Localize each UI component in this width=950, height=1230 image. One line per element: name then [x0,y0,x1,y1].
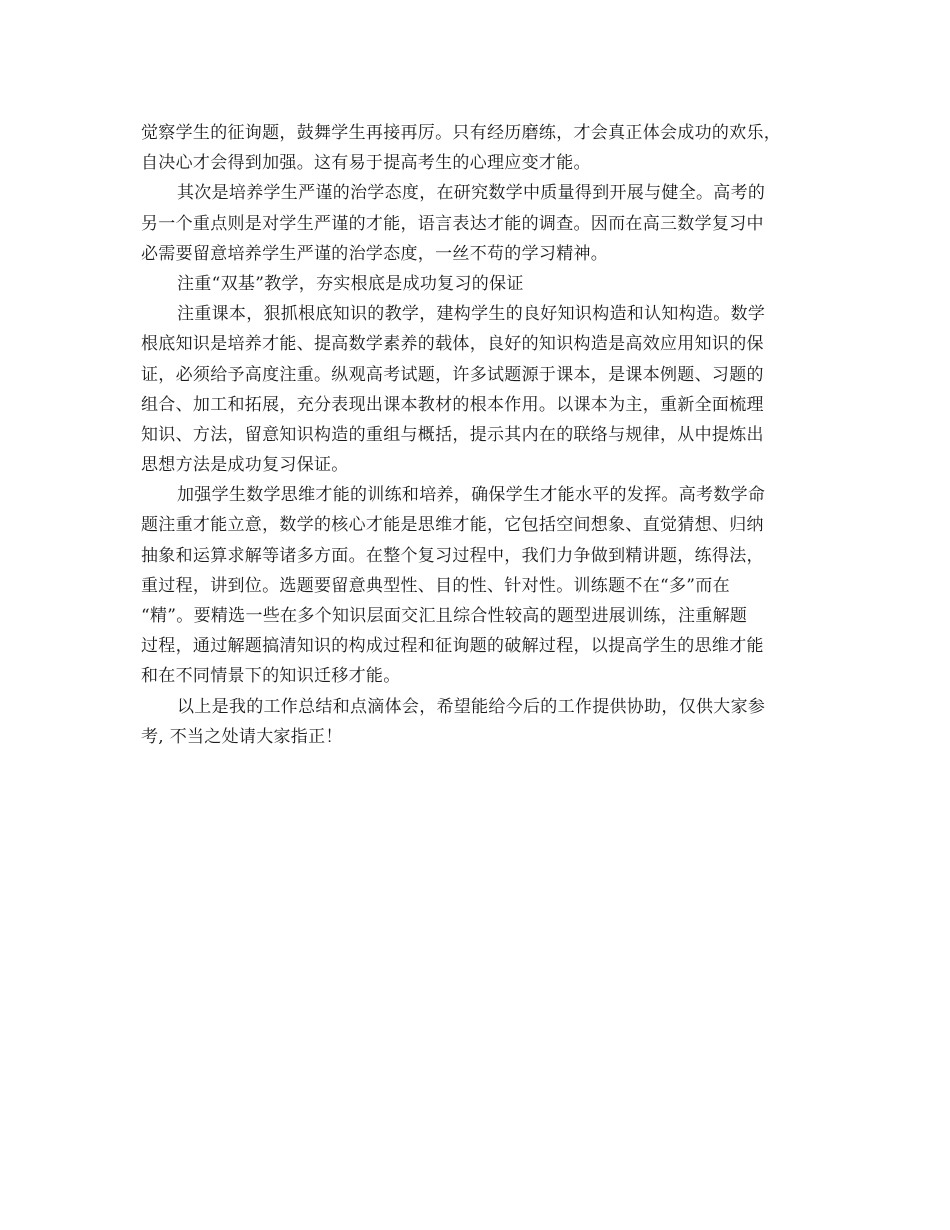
text-line: 组合、加工和拓展，充分表现出课本教材的根本作用。以课本为主，重新全面梳理 [141,394,764,415]
paragraph-2 [141,178,813,269]
text-line: 加强学生数学思维才能的训练和培养，确保学生才能水平的发挥。高考数学命 [177,485,766,506]
text-line: 知识、方法，留意知识构造的重组与概括，提示其内在的联络与规律，从中提炼出 [141,424,764,445]
document-body [141,118,813,752]
text-line: 自决心才会得到加强。这有易于提高考生的心理应变才能。 [141,153,591,174]
text-line: 另一个重点则是对学生严谨的才能，语言表达才能的调查。因而在高三数学复习中 [141,213,764,234]
text-line: 抽象和运算求解等诸多方面。在整个复习过程中，我们力争做到精讲题，练得法， [141,545,764,566]
text-line: “精”。要精选一些在多个知识层面交汇且综合性较高的题型进展训练，注重解题 [141,606,748,626]
text-line: 和在不同情景下的知识迁移才能。 [141,666,401,687]
text-line: 必需要留意培养学生严谨的治学态度，一丝不苟的学习精神。 [141,243,609,264]
text-line: 考, 不当之处请大家指正！ [141,726,343,747]
text-line: 题注重才能立意，数学的核心才能是思维才能，它包括空间想象、直觉猜想、归纳 [141,515,764,536]
heading-line: 注重“双基”教学，夯实根底是成功复习的保证 [177,273,524,294]
text-line: 过程，通过解题搞清知识的构成过程和征询题的破解过程，以提高学生的思维才能 [141,636,764,657]
text-line: 以上是我的工作总结和点滴体会，希望能给今后的工作提供协助，仅供大家参 [177,696,766,717]
text-line: 其次是培养学生严谨的治学态度，在研究数学中质量得到开展与健全。高考的 [177,183,766,204]
closing-paragraph [141,692,813,752]
text-line: 注重课本，狠抓根底知识的教学，建构学生的良好知识构造和认知构造。数学 [177,304,766,325]
text-line: 觉察学生的征询题，鼓舞学生再接再厉。只有经历磨练，才会真正体会成功的欢乐， [141,123,782,143]
section-heading [141,269,813,299]
text-line: 重过程，讲到位。选题要留意典型性、目的性、针对性。训练题不在“多”而在 [141,575,730,596]
paragraph-4 [141,480,813,691]
text-line: 思想方法是成功复习保证。 [141,455,349,476]
paragraph-1 [141,118,813,178]
paragraph-3 [141,299,813,480]
text-line: 根底知识是培养才能、提高数学素养的载体，良好的知识构造是高效应用知识的保 [141,334,764,355]
text-line: 证，必须给予高度注重。纵观高考试题，许多试题源于课本，是课本例题、习题的 [141,364,764,385]
